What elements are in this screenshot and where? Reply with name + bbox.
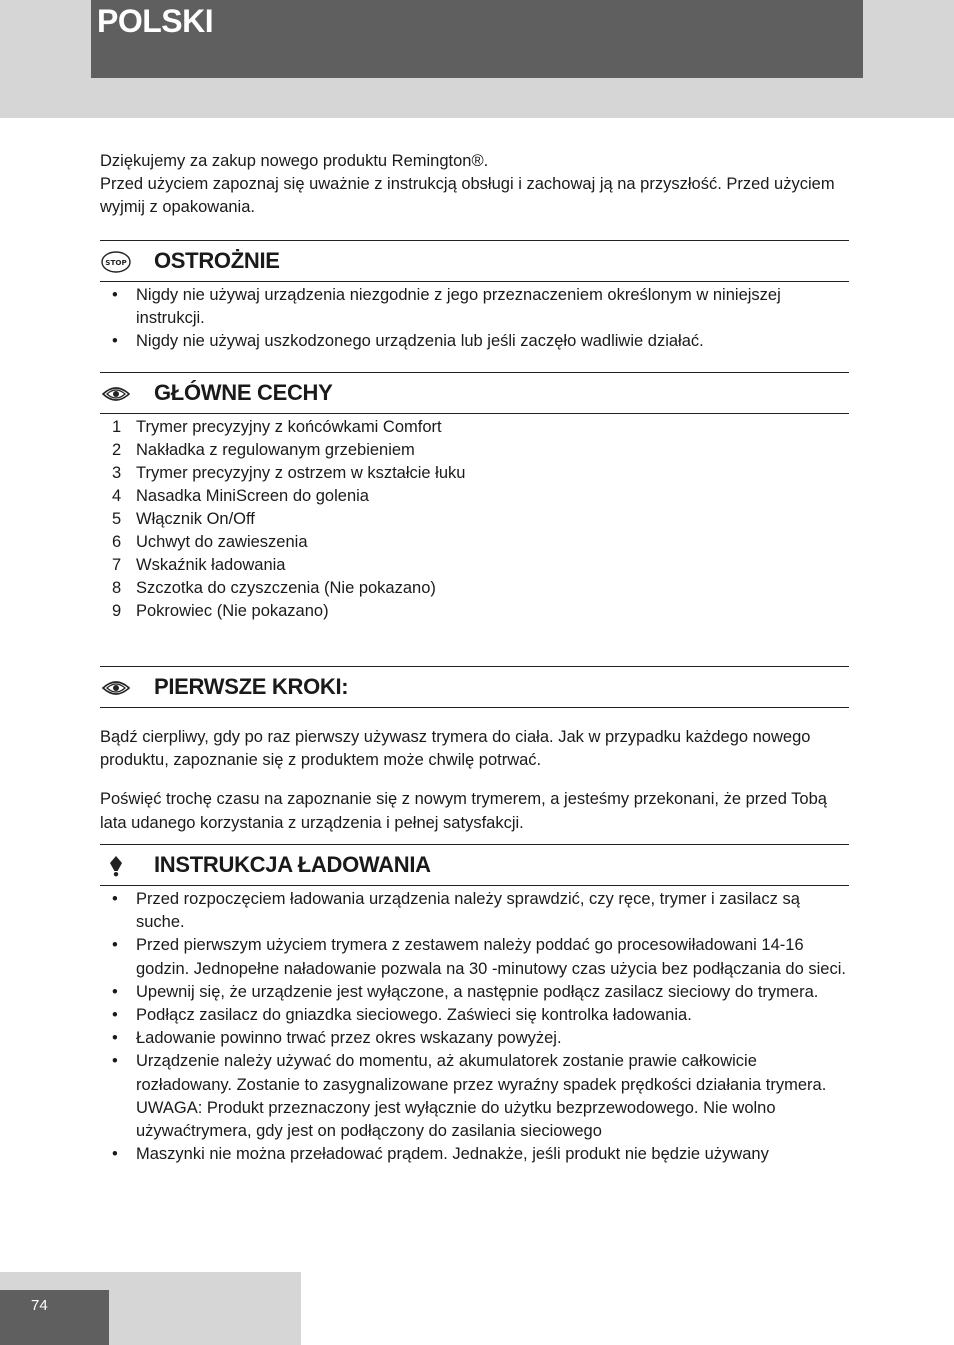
- list-item: 6 Uchwyt do zawieszenia: [112, 533, 308, 551]
- section-title: GŁÓWNE CECHY: [154, 380, 333, 405]
- list-item: • Ładowanie powinno trwać przez okres wskazany powyżej.: [112, 1029, 562, 1048]
- section-header-caution: [100, 240, 849, 282]
- list-item: • Urządzenie należy używać do momentu, aż akumulatorek zostanie prawie całkowicie rozładowany. Zostanie to zasygnalizowane przez wyraźny spadek prędkości działania trymera. UWAGA: Produkt przeznaczony jest wyłącznie do użytku bezprzewodowego. Nie wolno używaćtrymera, gdy jest on podłączony do zasilania sieciowego: [112, 1052, 827, 1141]
- eye-icon: [101, 677, 131, 699]
- page-title: POLSKI: [97, 3, 214, 39]
- list-item: • Przed pierwszym użyciem trymera z zestawem należy poddać go procesowiładowani 14-16 godzin. Jednopełne naładowanie pozwala na 30 -minutowy czas użycia bez podłączania do sieci.: [112, 936, 846, 978]
- intro-line: Dziękujemy za zakup nowego produktu Remington®.: [100, 152, 489, 170]
- page-number: 74: [31, 1297, 48, 1314]
- page-number-box: [0, 1290, 109, 1345]
- list-item: 5 Włącznik On/Off: [112, 510, 255, 528]
- language-title-bar: [91, 0, 863, 78]
- list-item: 2 Nakładka z regulowanym grzebieniem: [112, 441, 415, 459]
- list-item: 7 Wskaźnik ładowania: [112, 556, 286, 574]
- stop-icon: [101, 251, 131, 273]
- section-title: PIERWSZE KROKI:: [154, 674, 349, 699]
- list-item: • Upewnij się, że urządzenie jest wyłączone, a następnie podłącz zasilacz sieciowy do trymera.: [112, 982, 819, 1001]
- list-item: 3 Trymer precyzyjny z ostrzem w kształcie łuku: [112, 464, 466, 482]
- paragraph: Bądź cierpliwy, gdy po raz pierwszy używasz trymera do ciała. Jak w przypadku każdego nowego produktu, zapoznanie się z produktem może chwilę potrwać.: [100, 727, 811, 769]
- section-header-first-steps: [100, 666, 849, 708]
- list-item: 9 Pokrowiec (Nie pokazano): [112, 602, 329, 620]
- section-header-charging: [100, 844, 849, 886]
- intro-line: Przed użyciem zapoznaj się uważnie z instrukcją obsługi i zachowaj ją na przyszłość. Przed użyciem wyjmij z opakowania.: [100, 175, 835, 217]
- features-list: [100, 416, 849, 623]
- paragraph: Poświęć trochę czasu na zapoznanie się z nowym trymerem, a jesteśmy przekonani, że przed Tobą lata udanego korzystania z urządzenia i pełnej satysfakcji.: [100, 790, 827, 832]
- charging-list: [100, 888, 849, 1166]
- list-item: 4 Nasadka MiniScreen do golenia: [112, 487, 369, 505]
- warning-icon: [101, 855, 131, 877]
- caution-list: [100, 284, 849, 354]
- list-item: • Przed rozpoczęciem ładowania urządzenia należy sprawdzić, czy ręce, trymer i zasilacz są suche.: [112, 890, 800, 932]
- list-item: • Maszynki nie można przeładować prądem. Jednakże, jeśli produkt nie będzie używany: [112, 1145, 769, 1164]
- stop-icon-label: STOP: [105, 257, 127, 267]
- section-title: OSTROŻNIE: [154, 248, 280, 273]
- list-item: • Podłącz zasilacz do gniazdka sieciowego. Zaświeci się kontrolka ładowania.: [112, 1006, 692, 1025]
- list-item: • Nigdy nie używaj uszkodzonego urządzenia lub jeśli zaczęło wadliwie działać.: [112, 332, 704, 351]
- first-steps-text: [100, 709, 849, 851]
- intro-text: [100, 150, 849, 220]
- section-title: INSTRUKCJA ŁADOWANIA: [154, 852, 431, 877]
- list-item: • Nigdy nie używaj urządzenia niezgodnie z jego przeznaczeniem określonym w niniejszej instrukcji.: [112, 286, 781, 328]
- eye-icon: [101, 383, 131, 405]
- section-header-features: [100, 372, 849, 414]
- list-item: 1 Trymer precyzyjny z końcówkami Comfort: [112, 418, 442, 436]
- list-item: 8 Szczotka do czyszczenia (Nie pokazano): [112, 579, 436, 597]
